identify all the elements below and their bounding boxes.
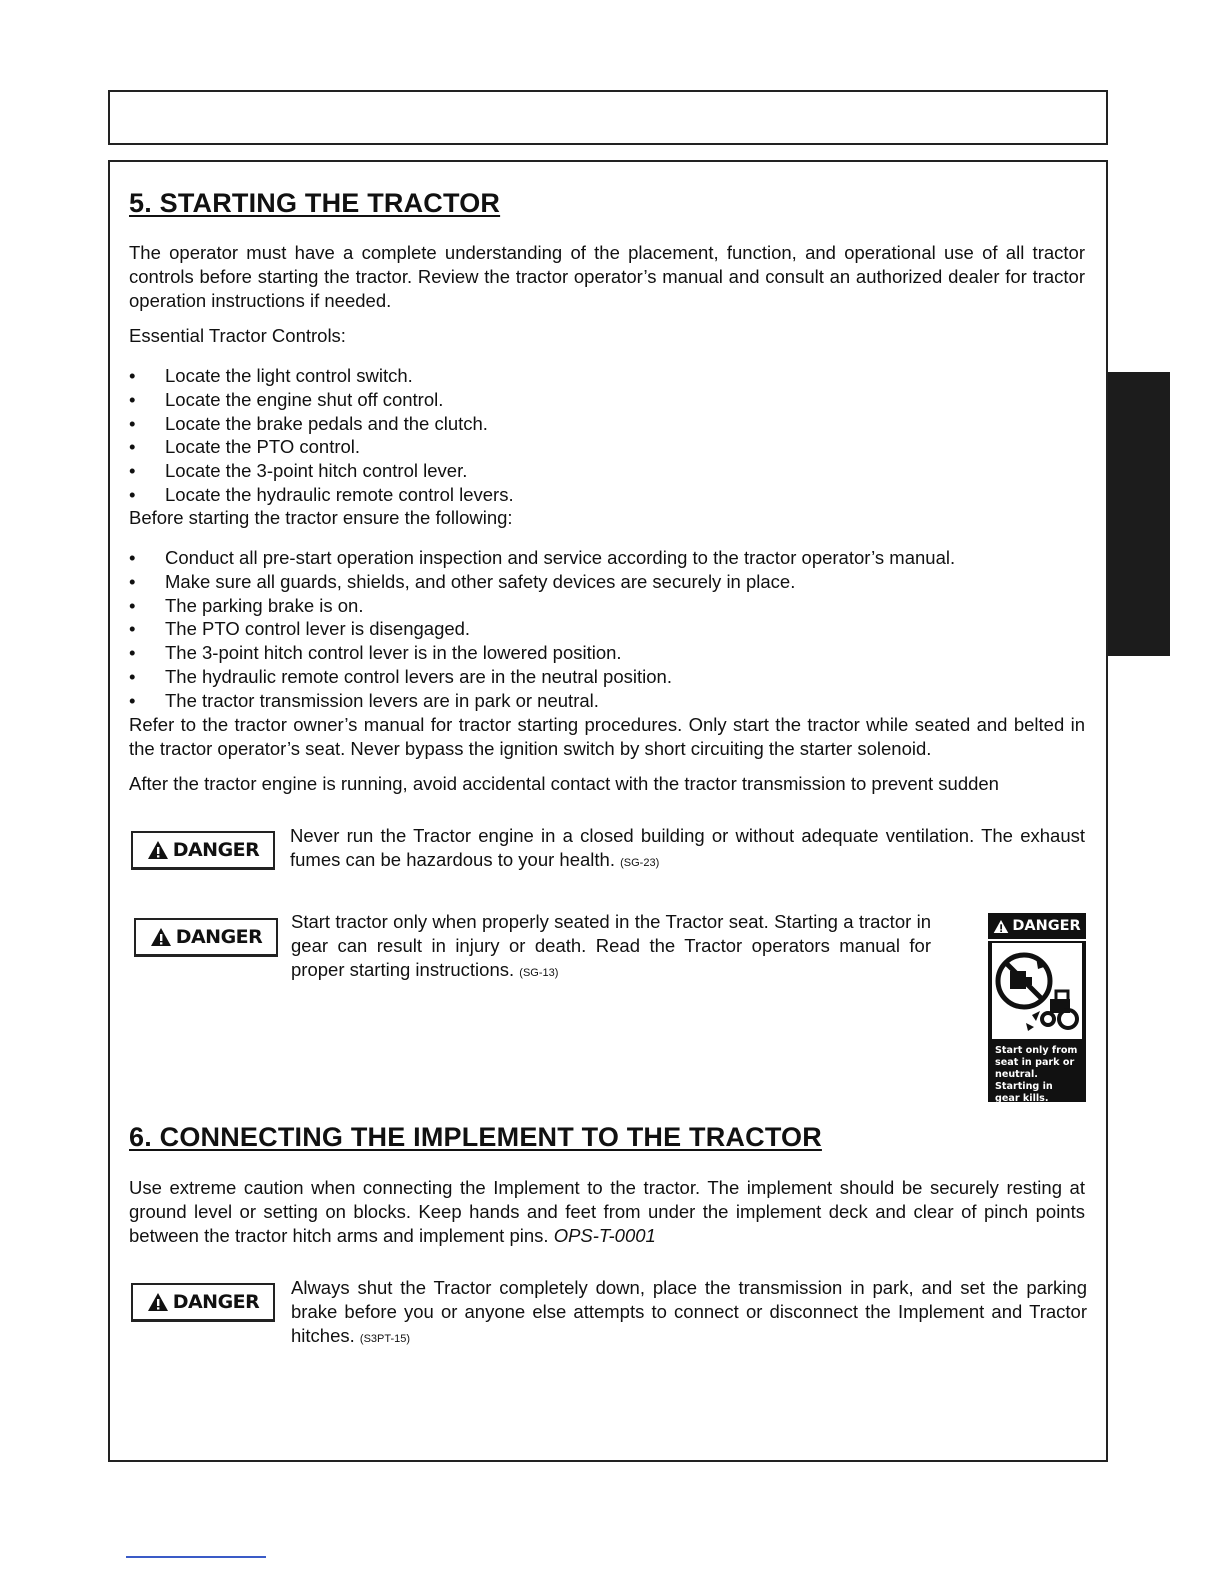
danger-decal [988, 913, 1086, 1102]
warning-triangle-icon [993, 919, 1009, 934]
decal-header [988, 913, 1086, 941]
list-item: • Make sure all guards, shields, and other safety devices are securely in place. [129, 570, 1085, 594]
controls-list [129, 364, 1079, 507]
footer-link-line [126, 1556, 266, 1558]
content-frame [108, 160, 1108, 1462]
warning-triangle-icon [150, 927, 172, 947]
section-6-code: OPS-T-0001 [553, 1225, 656, 1246]
section-6-text [129, 1176, 1085, 1248]
list-item: • Locate the brake pedals and the clutch. [129, 412, 1079, 436]
warning-triangle-icon [147, 1292, 169, 1312]
decal-line: Start only from [995, 1045, 1078, 1056]
section-6-message: Use extreme caution when connecting the Implement to the tractor. The implement should be securely resting at ground level or setting on blocks. Keep hands and feet from under the implement deck and clear of pinch points between the tractor hitch arms and implement pins. [129, 1177, 1085, 1246]
danger-1-message: Never run the Tractor engine in a closed building or without adequate ventilation. The exhaust fumes can be hazardous to your health. [290, 825, 1085, 870]
list-item: • The 3-point hitch control lever is in the lowered position. [129, 641, 1085, 665]
danger-1-text [290, 824, 1085, 875]
list-item: • The PTO control lever is disengaged. [129, 617, 1085, 641]
list-item: • Locate the PTO control. [129, 435, 1079, 459]
danger-badge [131, 1283, 275, 1322]
controls-heading: Essential Tractor Controls: [129, 325, 346, 346]
danger-3-text [291, 1276, 1087, 1351]
refer-paragraph: Refer to the tractor owner’s manual for tractor starting procedures. Only start the tractor while seated and belted in the tractor operator’s seat. Never bypass the ignition switch by short circuiting the starter solenoid. [129, 714, 1085, 759]
danger-3-code: (S3PT-15) [359, 1333, 411, 1345]
list-item: • Locate the engine shut off control. [129, 388, 1079, 412]
danger-label: DANGER [175, 926, 263, 948]
decal-line: gear kills. [995, 1093, 1049, 1104]
danger-2-code: (SG-13) [519, 967, 559, 979]
before-list [129, 546, 1085, 713]
after-paragraph: After the tractor engine is running, avoid accidental contact with the tractor transmission to prevent sudden [129, 773, 999, 794]
list-item: • Locate the 3-point hitch control lever. [129, 459, 1079, 483]
section-5-title: 5. STARTING THE TRACTOR [129, 188, 501, 218]
decal-header-label: DANGER [1012, 918, 1081, 934]
warning-triangle-icon [147, 840, 169, 860]
list-item: • Conduct all pre-start operation inspection and service according to the tractor operator’s manual. [129, 546, 1085, 570]
section-5-intro: The operator must have a complete understanding of the placement, function, and operational use of all tractor controls before starting the tractor. Review the tractor operator’s manual and consult an authorized dealer for tractor operation instructions if needed. [129, 242, 1085, 311]
danger-badge [131, 831, 275, 870]
list-item: • The hydraulic remote control levers are in the neutral position. [129, 665, 1085, 689]
list-item: • Locate the light control switch. [129, 364, 1079, 388]
tractor-start-hazard-icon [992, 943, 1082, 1039]
section-6-title: 6. CONNECTING THE IMPLEMENT TO THE TRACTOR [129, 1122, 822, 1152]
section-tab [1108, 372, 1170, 656]
before-heading: Before starting the tractor ensure the following: [129, 507, 513, 528]
danger-2-text [291, 910, 931, 985]
list-item: • Locate the hydraulic remote control levers. [129, 483, 1079, 507]
decal-line: seat in park or [995, 1057, 1075, 1068]
danger-3-message: Always shut the Tractor completely down, place the transmission in park, and set the parking brake before you or anyone else attempts to connect or disconnect the Implement and Tractor hitches. [291, 1277, 1087, 1346]
list-item: • The parking brake is on. [129, 594, 1085, 618]
page-header-box [108, 90, 1108, 145]
danger-1-code: (SG-23) [620, 857, 660, 869]
decal-line: neutral. [995, 1069, 1038, 1080]
danger-badge [134, 918, 278, 957]
danger-label: DANGER [172, 839, 260, 861]
decal-message [995, 1045, 1083, 1105]
danger-label: DANGER [172, 1291, 260, 1313]
list-item: • The tractor transmission levers are in park or neutral. [129, 689, 1085, 713]
decal-line: Starting in [995, 1081, 1053, 1092]
danger-2-message: Start tractor only when properly seated in the Tractor seat. Starting a tractor in gear can result in injury or death. Read the Tractor operators manual for proper starting instructions. [291, 911, 931, 980]
